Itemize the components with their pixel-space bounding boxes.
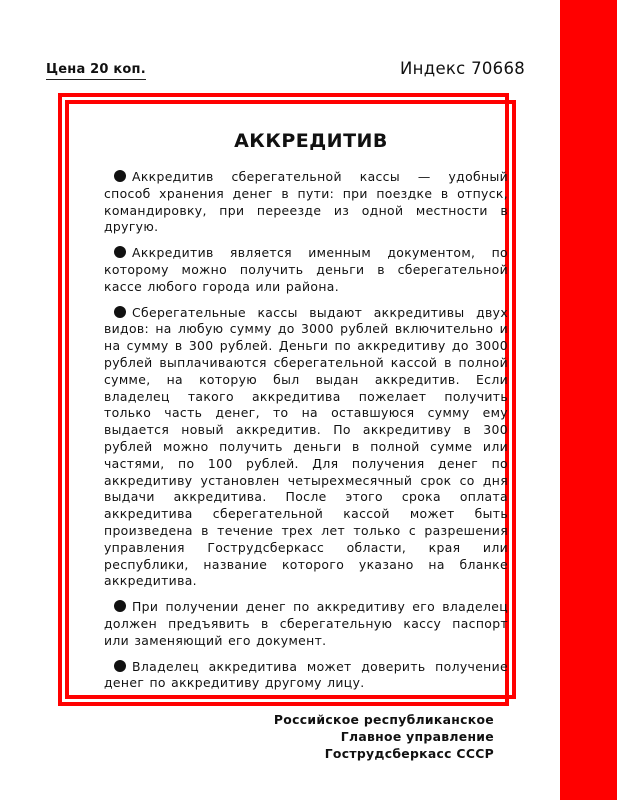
signature-block (104, 712, 508, 762)
bullet-icon (114, 170, 126, 182)
paragraph-text: Аккредитив сберегательной кассы — удобный способ хранения денег в пути: при поездке в отпуск, командировку, при переезде из одной местности в другую. (104, 169, 508, 235)
paragraph (104, 659, 508, 693)
index-label: Индекс 70668 (400, 59, 526, 78)
document-title: АККРЕДИТИВ (234, 130, 388, 152)
bullet-icon (114, 246, 126, 258)
paragraph-text: Аккредитив является именным документом, по которому можно получить деньги в сберегательной кассе любого города или района. (104, 245, 508, 294)
signature-line: Гострудсберкасс СССР (324, 745, 494, 761)
paragraph (104, 599, 508, 649)
bullet-icon (114, 600, 126, 612)
paragraph-text: При получении денег по аккредитиву его владелец должен предъявить в сберегательную кассу паспорт или заменяющий его документ. (104, 599, 508, 648)
paragraph-text: Владелец аккредитива может доверить получение денег по аккредитиву другому лицу. (104, 658, 508, 691)
paragraph-text: Сберегательные кассы выдают аккредитивы двух видов: на любую сумму до 3000 рублей включительно и на сумму в 300 рублей. Деньги по аккредитиву до 3000 рублей выплачиваются сберегательной кассой в полной сумме, на которую был выдан аккредитив. Если владелец такого аккредитива пожелает получить только часть денег, то на оставшуюся сумму ему выдается новый аккредитив. По аккредитиву в 300 рублей можно получить деньги в полной сумме или частями, по 100 рублей. Для получения денег по аккредитиву установлен четырехмесячный срок со дня выдачи аккредитива. После этого срока оплата аккредитива сберегательной кассой может быть произведена в течение трех лет только с разрешения управления Гострудсберкасс области, края или республики, название которого указано на бланке аккредитива. (104, 304, 508, 589)
paragraph (104, 169, 508, 236)
red-side-bar (560, 0, 617, 800)
bullet-icon (114, 660, 126, 672)
signature-line: Главное управление (340, 728, 494, 744)
document-body (104, 125, 508, 763)
signature-line: Российское республиканское (273, 712, 494, 728)
paragraph (104, 305, 508, 591)
paragraph (104, 245, 508, 295)
price-label: Цена 20 коп. (46, 62, 146, 80)
bullet-icon (114, 306, 126, 318)
